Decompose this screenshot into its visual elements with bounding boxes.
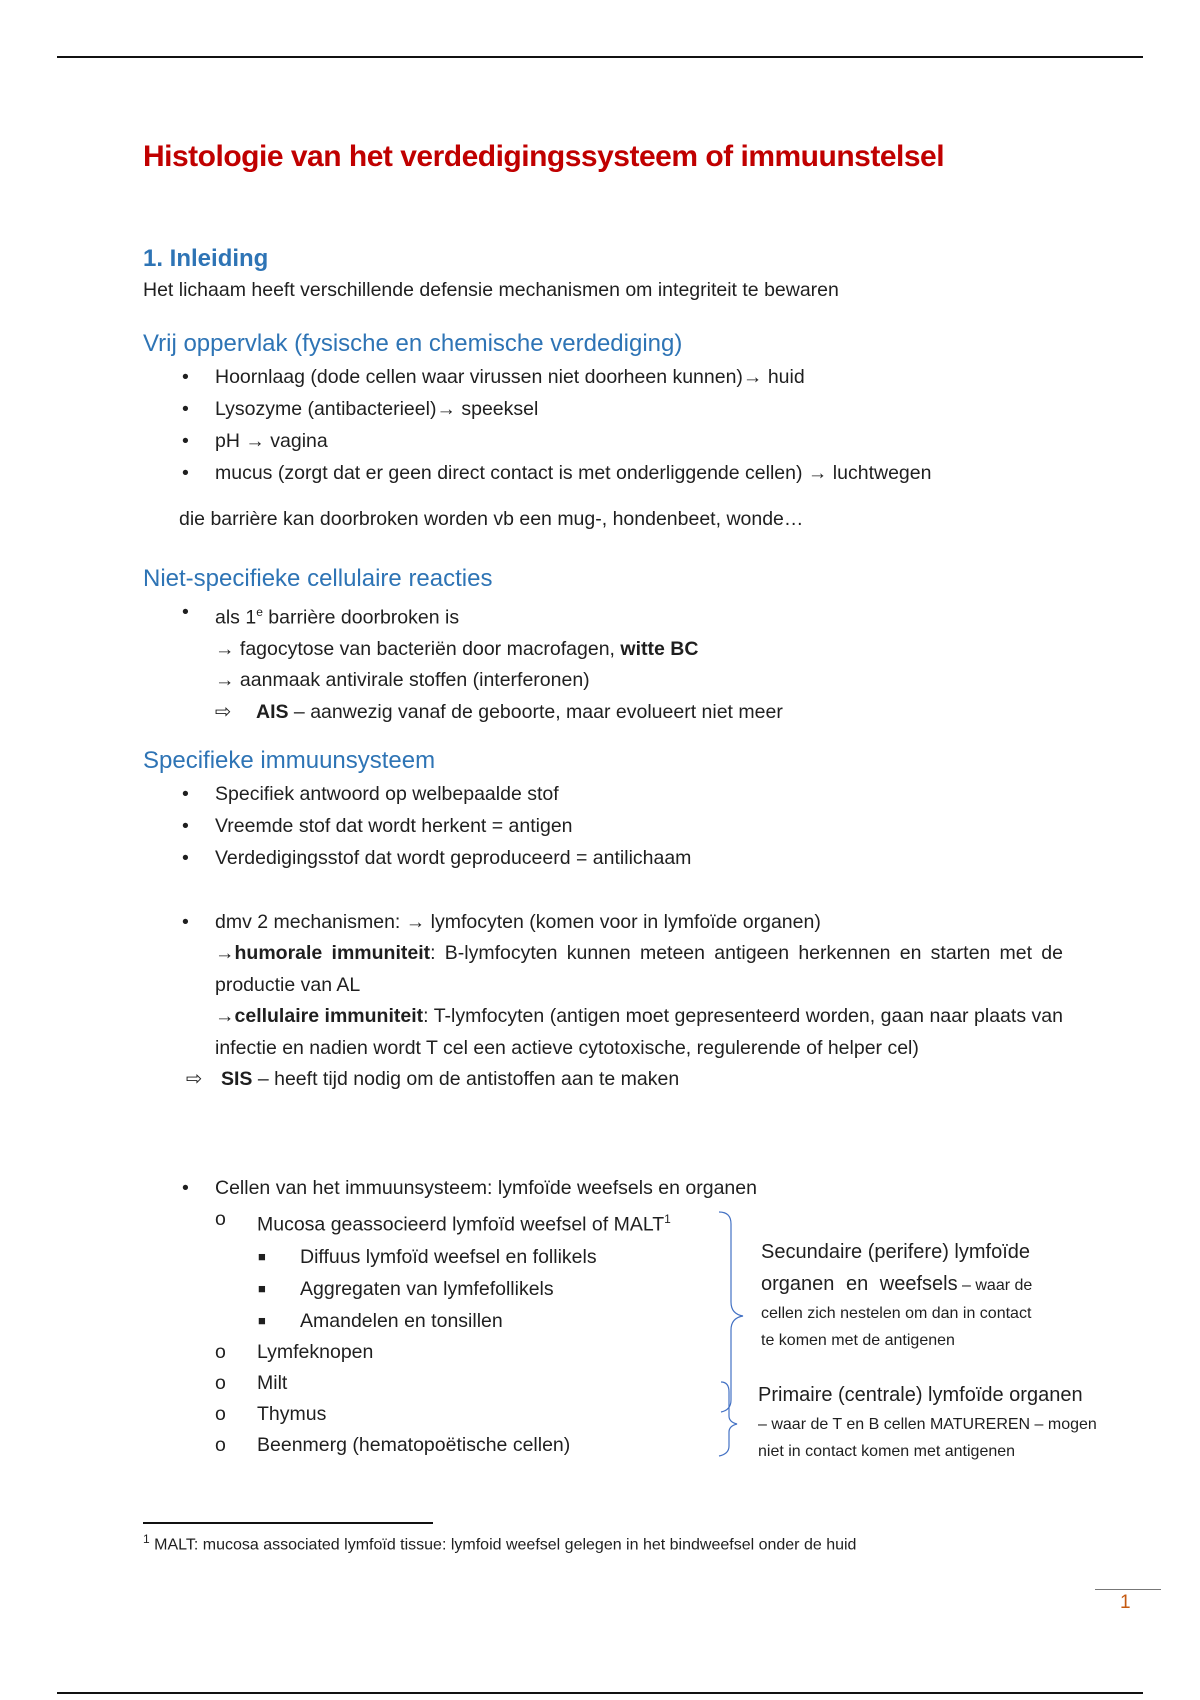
nonspecific-line-1: → fagocytose van bacteriën door macrofagen, witte BC [215,637,699,660]
top-rule [57,56,1143,58]
footnote: $^1$ MALT: mucosa associated lymfoïd tissue: lymfoid weefsel gelegen in het bindweefsel onder de huid [143,1532,857,1554]
list-item: • Specifiek antwoord op welbepaalde stof [182,783,559,805]
section-specific [143,747,1063,1096]
bottom-rule [57,1692,1143,1694]
secondary-organs-note: Secundaire (perifere) lymfoïde organen en weefsels – waar de cellen zich nestelen om dan in contact te komen met de antigenen [761,1241,1033,1349]
document-page [143,140,1078,174]
list-item: • als 1e barrière doorbroken is [182,601,460,629]
sis-line: ⇨ SIS – heeft tijd nodig om de antistoffen aan te maken [143,1064,1063,1096]
brace-icons [715,1210,755,1460]
page-title: Histologie van het verdedigingssysteem of immuunstelsel [143,140,945,173]
list-item: o Milt [215,1371,288,1394]
curly-brace-icon [719,1382,737,1456]
heading-inleiding: 1. Inleiding [143,245,269,272]
list-item: o Beenmerg (hematopoëtische cellen) [215,1433,571,1456]
list-item: o Lymfeknopen [215,1340,374,1363]
ais-line: ⇨ AIS – aanwezig vanaf de geboorte, maar evolueert niet meer [143,697,1143,729]
page-number: 1 [1120,1592,1131,1613]
nonspecific-line-2: → aanmaak antivirale stoffen (interferonen) [215,669,590,691]
heading-surface: Vrij oppervlak (fysische en chemische verdediging) [143,330,683,357]
list-item: • pH → vagina [182,430,328,452]
intro-text: Het lichaam heeft verschillende defensie mechanismen om integriteit te bewaren [143,279,839,301]
list-item: • Verdedigingsstof dat wordt geproduceerd = antilichaam [182,847,692,869]
humoral-text: →humorale immuniteit: B-lymfocyten kunnen meteen antigeen herkennen en starten met de productie van AL [215,942,1063,996]
list-item: o Mucosa geassocieerd lymfoïd weefsel of MALT$^1$ [215,1208,671,1236]
heading-nonspecific: Niet-specifieke cellulaire reacties [143,565,493,592]
page-number-rule [1095,1589,1161,1590]
primary-organs-note: Primaire (centrale) lymfoïde organen – waar de T en B cellen MATUREREN – mogen niet in contact komen met antigenen [758,1384,1097,1460]
list-item: • Vreemde stof dat wordt herkent = antigen [182,815,573,837]
arrow-right-icon: ⇨ [186,1068,203,1090]
section-nonspecific [143,565,1143,728]
cellular-text: →cellulaire immuniteit: T-lymfocyten (antigen moet gepresenteerd worden, gaan naar plaats van infectie en nadien wordt T cel een actieve cytotoxische, regulerende of helper cel) [215,1005,1064,1059]
list-item: • Lysozyme (antibacterieel)→ speeksel [182,398,539,420]
section-intro [143,245,839,305]
list-item: o Thymus [215,1402,327,1425]
list-item: • Hoornlaag (dode cellen waar virussen niet doorheen kunnen)→ huid [182,366,805,388]
heading-specific: Specifieke immuunsysteem [143,747,436,774]
list-item: • mucus (zorgt dat er geen direct contact is met onderliggende cellen) → luchtwegen [182,462,932,484]
section-surface [143,330,1143,534]
list-item: • Cellen van het immuunsysteem: lymfoïde weefsels en organen [182,1177,757,1199]
arrow-right-icon: ⇨ [215,700,232,723]
list-item: • dmv 2 mechanismen: → lymfocyten (komen voor in lymfoïde organen) [182,911,821,933]
surface-note: die barrière kan doorbroken worden vb een mug-, hondenbeet, wonde… [179,508,804,530]
list-item: ■ Aggregaten van lymfefollikels [258,1277,554,1300]
list-item: ■ Diffuus lymfoïd weefsel en follikels [258,1245,597,1268]
footnote-rule [143,1522,433,1524]
list-item: ■ Amandelen en tonsillen [258,1309,503,1332]
